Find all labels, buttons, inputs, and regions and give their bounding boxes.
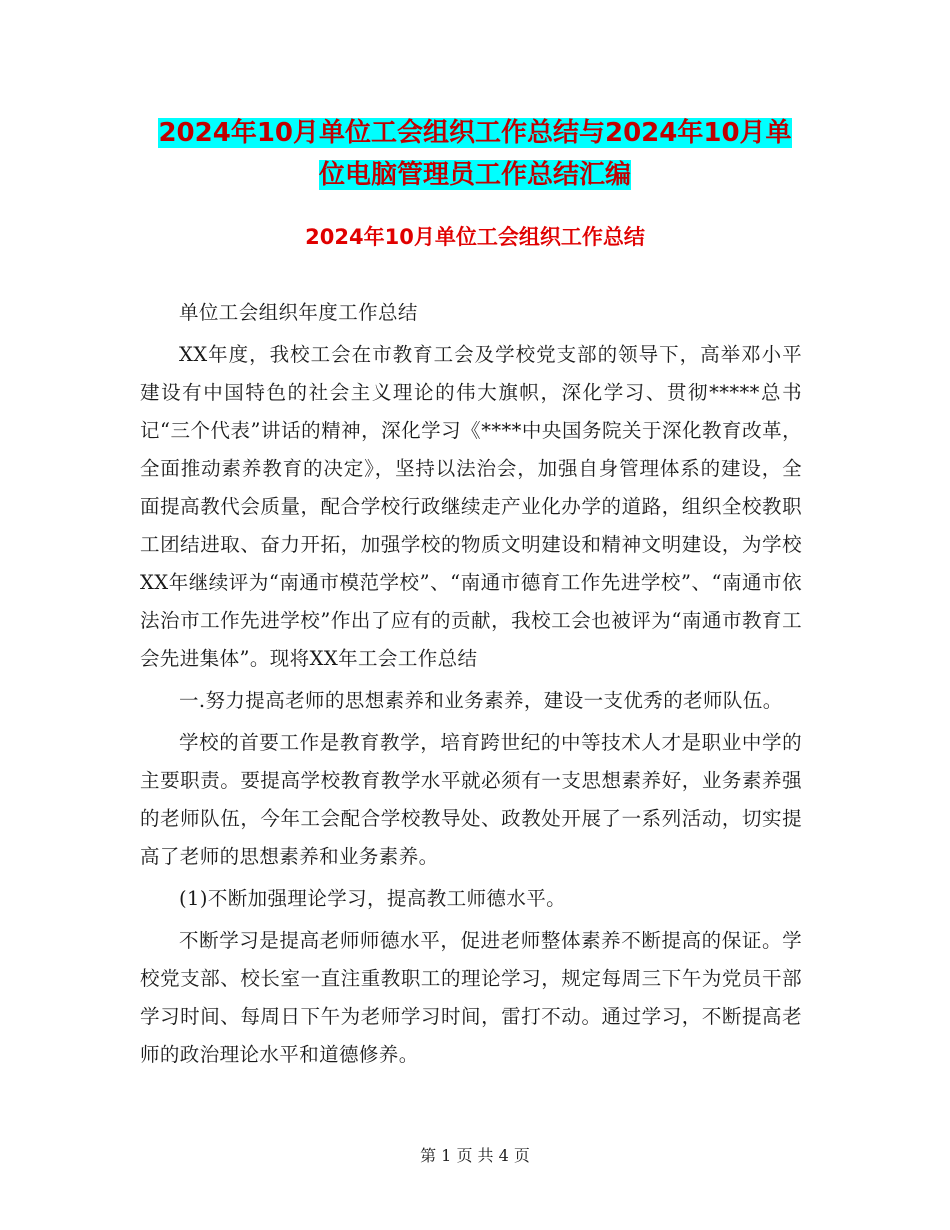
paragraph: 学校的首要工作是教育教学，培育跨世纪的中等技术人才是职业中学的主要职责。要提高学校教育教学水平就必须有一支思想素养好，业务素养强的老师队伍，今年工会配合学校教导处、政教处开展了一系列活动，切实提高了老师的思想素养和业务素养。 <box>140 731 802 868</box>
section-title: 2024年10月单位工会组织工作总结 <box>305 225 645 249</box>
paragraph: 单位工会组织年度工作总结 <box>179 301 418 324</box>
document-body <box>140 294 802 1078</box>
title-highlight: 2024年10月单位工会组织工作总结与2024年10月单位电脑管理员工作总结汇编 <box>158 118 792 190</box>
paragraph: 一.努力提高老师的思想素养和业务素养，建设一支优秀的老师队伍。 <box>179 689 783 712</box>
document-title <box>150 112 800 196</box>
paragraph: XX年度，我校工会在市教育工会及学校党支部的领导下，高举邓小平建设有中国特色的社会主义理论的伟大旗帜，深化学习、贯彻*****总书记“三个代表”讲话的精神，深化学习《****中央国务院关于深化教育改革，全面推动素养教育的决定》，坚持以法治会，加强自身管理体系的建设，全面提高教代会质量，配合学校行政继续走产业化办学的道路，组织全校教职工团结进取、奋力开拓，加强学校的物质文明建设和精神文明建设，为学校XX年继续评为“南通市模范学校”、“南通市德育工作先进学校”、“南通市依法治市工作先进学校”作出了应有的贡献，我校工会也被评为“南通市教育工会先进集体”。现将XX年工会工作总结 <box>140 343 802 670</box>
paragraph: 不断学习是提高老师师德水平，促进老师整体素养不断提高的保证。学校党支部、校长室一直注重教职工的理论学习，规定每周三下午为党员干部学习时间、每周日下午为老师学习时间，雷打不动。通过学习，不断提高老师的政治理论水平和道德修养。 <box>140 929 802 1066</box>
paragraph: (1)不断加强理论学习，提高教工师德水平。 <box>179 887 567 910</box>
page-footer: 第 1 页 共 4 页 <box>420 1146 530 1165</box>
